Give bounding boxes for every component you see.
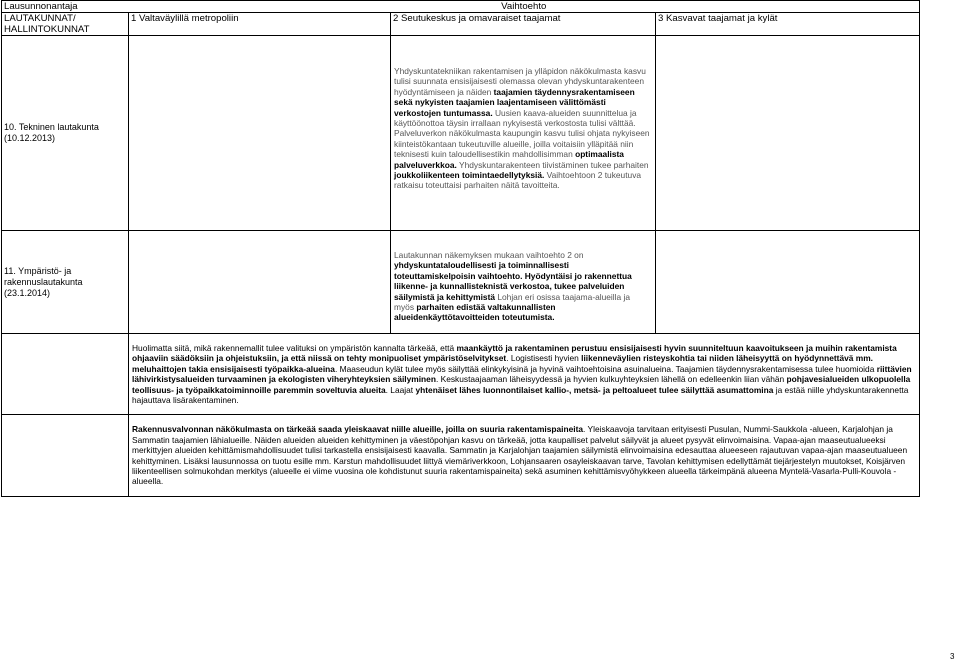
text-segment: joukkoliikenteen toimintaedellytyksiä. [394, 170, 545, 181]
row-10-text [394, 66, 652, 191]
text-segment: maankäyttö ja rakentaminen perustuu ensisijaisesti hyvin suunniteltuun kaavoitukseen ja muihin rakentamista ohjaaviin säädöksiin ja ohjeistuksiin, ja että niissä on tehty monipuoliset ympäristöselvitykset [132, 343, 897, 364]
row-10-alt1 [129, 36, 391, 231]
header-lautakunnat [2, 13, 129, 36]
text-segment: pohjavesialueiden ulkopuolella teollisuus- ja työpaikkatoiminnoille paremmin soveltuvia alueita [132, 374, 911, 395]
page-number: 3 [950, 652, 955, 661]
text-segment: riittävien lähivirkistysalueiden turvaaminen ja ekologisten viheryhteyksien säilyminen [132, 363, 912, 385]
header-lautakunnat-line2: HALLINTOKUNNAT [4, 24, 90, 35]
row-block1 [2, 334, 920, 415]
row-block1-text-cell [129, 334, 920, 415]
header-vaihtoehto: Vaihtoehto [129, 1, 920, 13]
statement-table [1, 0, 920, 497]
text-segment: Vaihtoehtoon 2 tukeutuva ratkaisu toteuttaisi parhaiten näitä tavoitteita. [394, 170, 642, 191]
text-segment: . Maaseudun kylät tulee myös säilyttää elinkykyisinä ja hyvinä vaihtoehtoisina asuinalueina. Taajamien täydennysrakentamisessa tulee huomioida [334, 363, 877, 374]
row-10-alt3 [656, 36, 920, 231]
text-segment: Yhdyskuntatekniikan rakentamisen ja ylläpidon näkökulmasta kasvu tulisi suunnata ensisijaisesti olemassa olevan yhdyskuntarakenteen hyödyntämiseen ja näiden [394, 66, 646, 97]
header-row-2 [2, 13, 920, 36]
text-segment: Rakennusvalvonnan näkökulmasta on tärkeää saada yleiskaavat niille alueille, joilla on suuria rakentamispaineita [132, 424, 584, 435]
header-alt2: 2 Seutukeskus ja omavaraiset taajamat [391, 13, 656, 36]
row-block1-label [2, 334, 129, 415]
row-block2-label [2, 415, 129, 496]
row-11-alt2 [391, 231, 656, 334]
header-lausunnonantaja: Lausunnonantaja [2, 1, 129, 13]
header-lautakunnat-line1: LAUTAKUNNAT/ [4, 13, 76, 24]
text-segment: liikenneväylien risteyskohtia tai niiden läheisyyttä on hyödynnettävä mm. meluhaittojen takia ensisijaisesti työpaikka-alueina [132, 353, 873, 374]
text-segment: Lautakunnan näkemyksen mukaan vaihtoehto 2 on [394, 250, 584, 260]
header-alt1: 1 Valtaväylillä metropoliin [129, 13, 391, 36]
header-row-1 [2, 1, 920, 13]
text-segment: parhaiten edistää valtakunnallisten alueidenkäyttötavoitteiden toteutumista. [394, 302, 556, 323]
text-segment: taajamien täydennysrakentamiseen sekä nykyisten taajamien laajentamiseen välittömästi verkostojen tuntumassa. [394, 86, 635, 118]
text-segment: Huolimatta siitä, mikä rakennemallit tulee valituksi on ympäristön kannalta tärkeää, että [132, 343, 457, 353]
text-segment: Lohjan eri osissa taajama-alueilla ja myös [394, 291, 631, 313]
row-11-text [394, 250, 652, 323]
text-segment: ja estää niille yhdyskuntarakennetta hajauttava lisärakentaminen. [132, 384, 909, 406]
row-10-alt2 [391, 36, 656, 231]
row-11-alt1 [129, 231, 391, 334]
row-11-label: 11. Ympäristö- ja rakennuslautakunta (23.1.2014) [2, 231, 129, 334]
row-block2-text-cell [129, 415, 920, 496]
text-segment: . Keskustaajaaman läheisyydessä ja hyvien kulkuyhteyksien lähellä on edelleenkin liian vähän [435, 374, 787, 385]
row-11-alt3 [656, 231, 920, 334]
text-segment: yhtenäiset lähes luonnontilaiset kallio-, metsä- ja peltoalueet tulee säilyttää asumattomina [415, 384, 774, 395]
block1-text [132, 343, 916, 405]
text-segment: yhdyskuntataloudellisesti ja toiminnallisesti toteuttamiskelpoisin vaihtoehto. Hyödyntäisi jo rakennettua liikenne- ja kunnallisteknistä verkostoa, tukee palveluiden säilymistä ja kehittymistä [394, 260, 632, 302]
text-segment: Yhdyskuntarakenteen tiivistäminen tukee parhaiten [456, 159, 649, 170]
text-segment: . Logistisesti hyvien [506, 353, 582, 364]
row-11 [2, 231, 920, 334]
row-10-label: 10. Tekninen lautakunta (10.12.2013) [2, 36, 129, 231]
text-segment: optimaalista palveluverkkoa. [394, 149, 624, 170]
row-block2 [2, 415, 920, 496]
header-alt3: 3 Kasvavat taajamat ja kylät [656, 13, 920, 36]
block2-text [132, 424, 916, 486]
row-10 [2, 36, 920, 231]
text-segment: . Laajat [385, 384, 416, 395]
text-segment: . Yleiskaavoja tarvitaan erityisesti Pusulan, Nummi-Saukkola -alueen, Karjalohjan ja Sammatin taajamien lähialueille. Näiden alueiden alueiden kehittyminen ja väestöpohjan kasvu on tärkeää, jotta kaupalliset palvelut säilyvät ja alueet pysyvät elinvoimaisina. Vapaa-ajan maaseutualueeksi merkittyjen alueiden kehittämismahdollisuudet tulisi tarkastella ensisijaisesti kaavalla. Sammatin ja Karjalohjan taajamien säilymistä elinvoimaisina edesauttaa alueeseen rajautuvan vapaa-ajan maaseutualueen kehittyminen. Lisäksi lausunnossa on tuotu esille mm. Karstun mahdollisuudet liittyä viemäriverkkoon, Lohjansaaren osayleiskaavan tarve, Tavolan kehittymisen edellyttämät tiejärjestelyn muutokset, Koisjärven liikenteellisen solmukohdan merkitys (alueelle ei viime vuosina ole kohdistunut suuria rakentamispaineita) sekä asuminen kehittämisvyöhykkeen alueella tärkeimpänä alueena Myntelä-Vasarla-Pulli-Kouvola -alueella. [132, 424, 908, 487]
text-segment: Uusien kaava-alueiden suunnittelua ja käyttöönottoa täysin irrallaan nykyisestä verkostosta tulisi välttää. Palveluverkon näkökulmasta kaupungin kasvu tulisi ohjata nykyiseen kiinteistökantaan tukeutuville alueille, joilla voitaisiin ylläpitää niin teknisesti kuin taloudellisestikin mahdollisimman [394, 107, 650, 160]
